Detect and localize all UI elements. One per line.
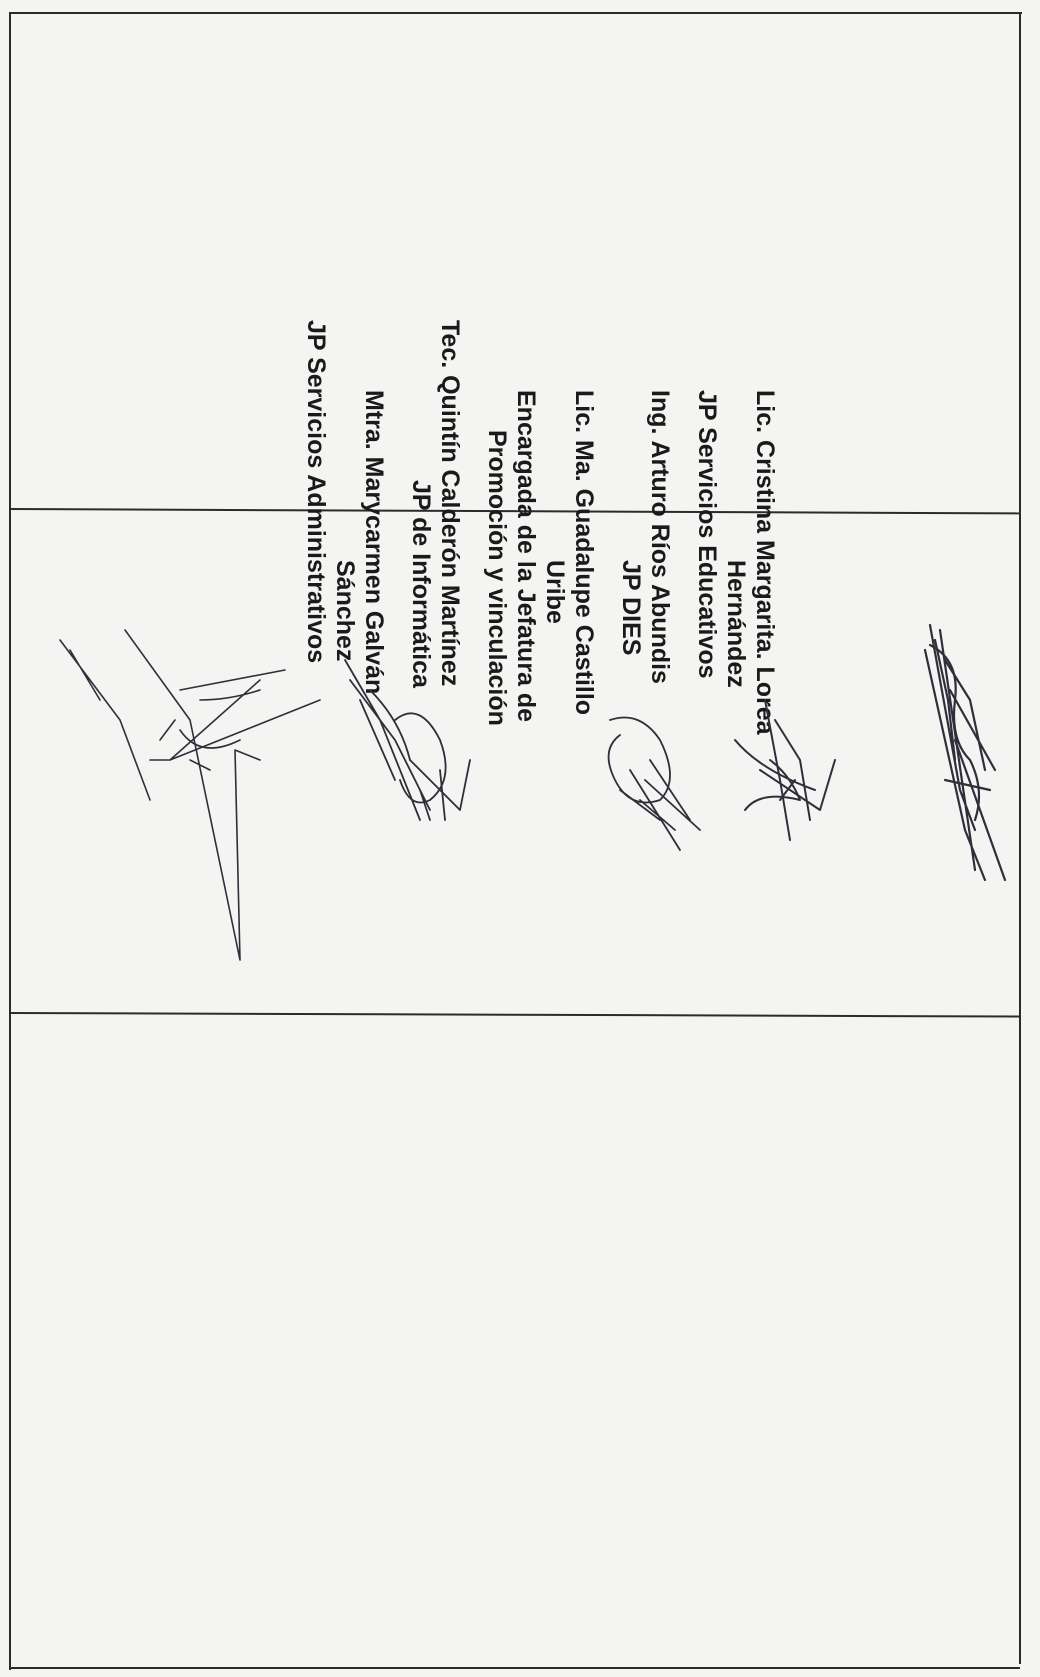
table-border-right: [1019, 12, 1021, 1664]
signatory-name: Ing. Arturo Ríos Abundis: [646, 390, 674, 684]
signatory-name: Lic. Ma. Guadalupe Castillo: [570, 390, 598, 716]
signatory-role: JP de Informática: [407, 480, 435, 688]
table-border-left: [9, 12, 11, 1670]
signatory-name-cont: Sánchez: [331, 560, 359, 662]
signature-block: [301, 320, 779, 1200]
signatory-name: Lic. Cristina Margarita. Lorea: [751, 390, 779, 735]
signatory-2: [616, 320, 674, 1200]
signatory-role: JP Servicios Administrativos: [302, 320, 330, 664]
signatory-name-cont: Uribe: [541, 560, 569, 624]
signatory-1: [692, 320, 779, 1200]
signatory-role: Encargada de la Jefatura de: [512, 390, 540, 723]
signature-1-icon: [925, 625, 1005, 880]
signatory-role: JP DIES: [617, 560, 645, 656]
signatory-4: [406, 320, 464, 1200]
signatory-role: JP Servicios Educativos: [693, 390, 721, 679]
table-border-bottom: [10, 1667, 1020, 1669]
signatory-name-cont: Hernández: [722, 560, 750, 688]
signatory-role-cont: Promoción y vinculación: [483, 430, 511, 726]
signatory-name: Mtra. Marycarmen Galván: [360, 390, 388, 695]
signatory-3: [482, 320, 598, 1200]
signatory-name: Tec. Quintín Calderón Martínez: [436, 320, 464, 687]
signatory-5: [301, 320, 388, 1200]
signature-5-icon: [60, 630, 320, 960]
table-border-top: [10, 12, 1022, 14]
